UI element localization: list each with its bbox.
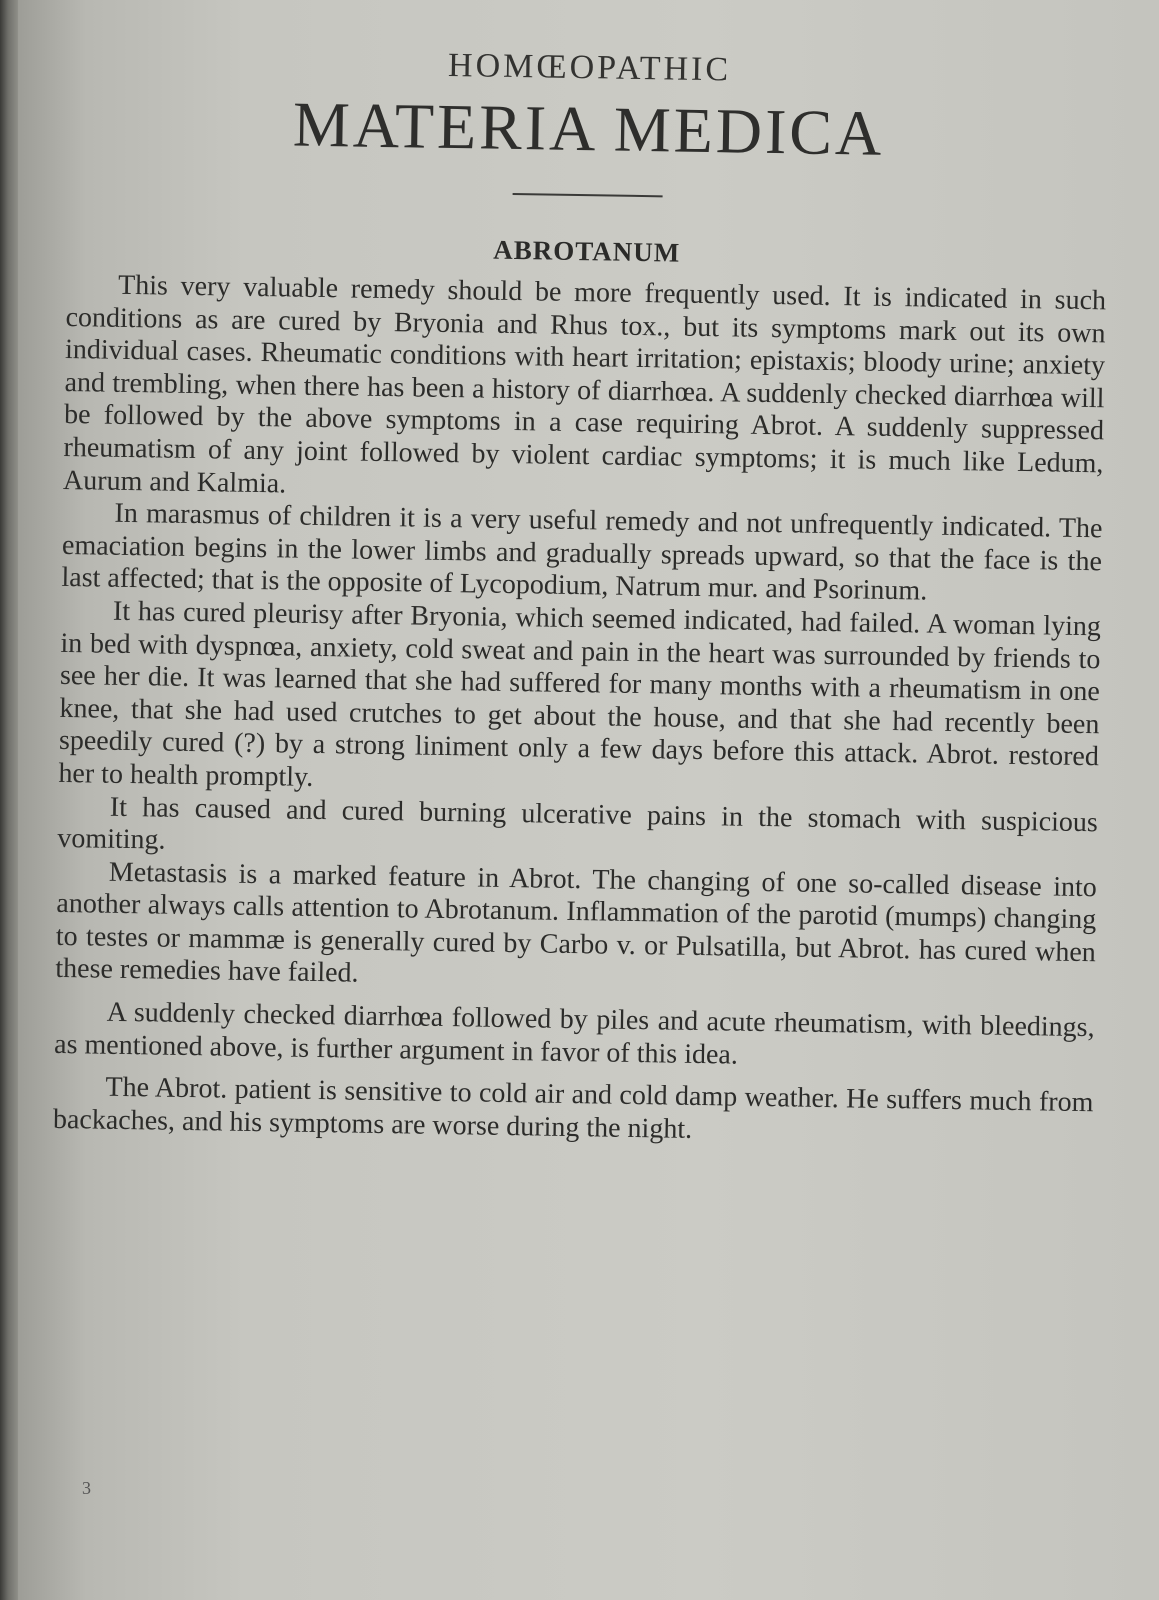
paragraph-4: It has caused and cured burning ulcerative pains in the stomach with suspicious vomiting.	[57, 791, 1099, 856]
title-rule	[513, 193, 663, 197]
book-gutter	[0, 0, 18, 1600]
paragraph-3: It has cured pleurisy after Bryonia, which seemed indicated, had failed. A woman lying in bed with dyspnœa, anxiety, cold sweat and pain in the heart was surrounded by friends to see her die. It was learned that she had suffered for many months with a rheumatism in one knee, that she had used crutches to get about the house, and that she had recently been speedily cured (?) by a strong liniment only a few days before this attack. Abrot. restored her to health promptly.	[58, 595, 1102, 793]
paragraph-7: The Abrot. patient is sensitive to cold air and cold damp weather. He suffers much from backaches, and his symptoms are worse during the night.	[52, 1071, 1094, 1145]
paragraph-2: In marasmus of children it is a very useful remedy and not unfrequently indicated. The emaciation begins in the lower limbs and gradually spreads upward, so that the face is the last affected; that is the opposite of Lycopodium, Natrum mur. and Psorinum.	[61, 497, 1103, 607]
paragraph-5: Metastasis is a marked feature in Abrot. The changing of one so-called disease into another always calls attention to Abrotanum. Inflammation of the parotid (mumps) changing to testes or mammæ is generally cured by Carbo v. or Pulsatilla, but Abrot. has cured when these remedies have failed.	[55, 856, 1098, 990]
page-content	[53, 38, 1110, 1153]
page-folio: 3	[82, 1478, 91, 1498]
page-title: MATERIA MEDICA	[292, 88, 885, 169]
paragraph-6: A suddenly checked diarrhœa followed by piles and acute rheumatism, with bleedings, as mentioned above, is further argument in favor of this idea.	[53, 996, 1095, 1071]
section-title: ABROTANUM	[492, 234, 681, 268]
book-page	[18, 0, 1159, 1600]
running-subtitle: HOMŒOPATHIC	[447, 46, 732, 89]
paragraph-1: This very valuable remedy should be more frequently used. It is indicated in such conditions as are cured by Bryonia and Rhus tox., but its symptoms mark out its own individual cases. Rheumatic conditions with heart irritation; epistaxis; bloody urine; anxiety and trembling, when there has been a history of diarrhœa. A suddenly checked diarrhœa will be followed by the above symptoms in a case requiring Abrot. A suddenly suppressed rheumatism of any joint followed by violent cardiac symptoms; it is much like Ledum, Aurum and Kalmia.	[62, 269, 1107, 500]
